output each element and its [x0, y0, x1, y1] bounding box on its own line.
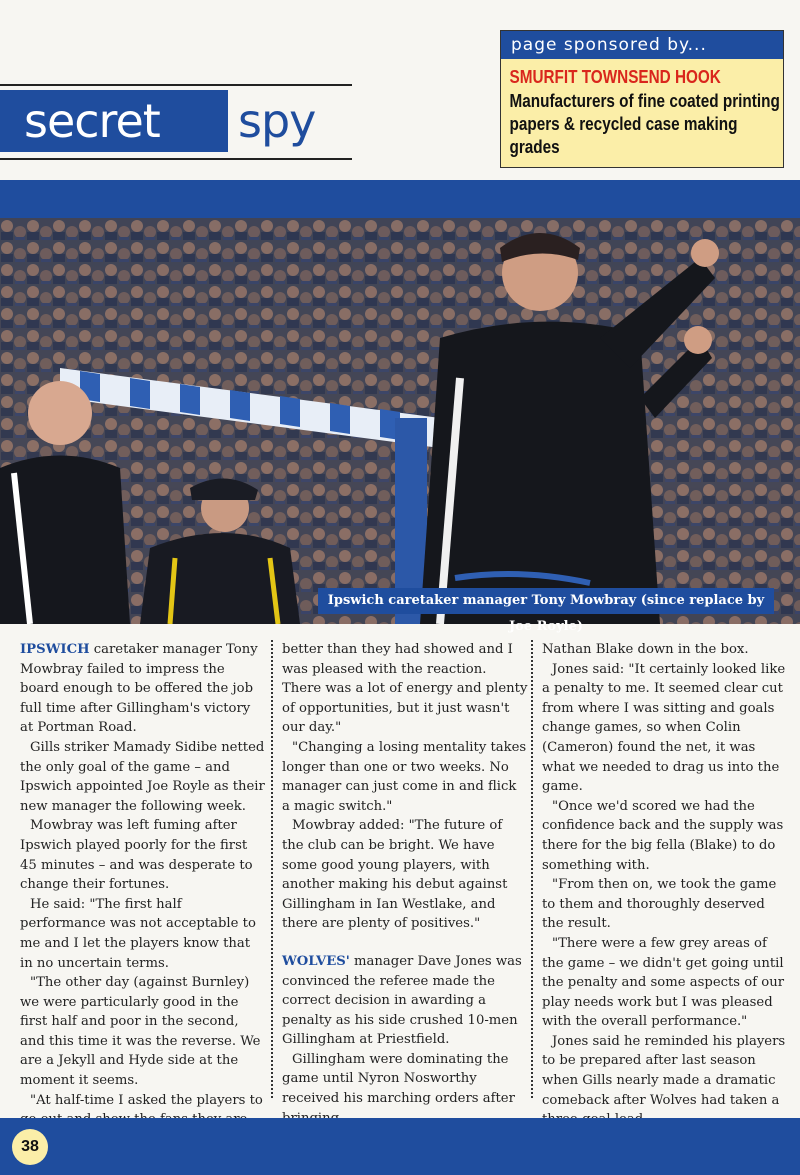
- column-divider: [271, 640, 273, 1098]
- paragraph: "From then on, we took the game to them and thoroughly deserved the result.: [542, 877, 777, 932]
- paragraph: Mowbray was left fuming after Ipswich played poorly for the first 45 minutes – and was desperate to change their fortunes.: [20, 818, 253, 893]
- photo-illustration: [0, 218, 800, 624]
- paragraph-text: manager Dave Jones was convinced the referee made the correct decision in awarding a penalty as his side crushed 10-men Gillingham at Priestfield.: [282, 953, 522, 1048]
- paragraph: "At half-time I asked the players to: [30, 1092, 263, 1108]
- sponsor-banner: page sponsored by...: [501, 31, 783, 59]
- paragraph: "There were a few grey areas of the game – we didn't get going until the penalty and some aspects of our play needs work but I was pleased with the overall performance.": [542, 935, 785, 1030]
- sponsor-company: SMURFIT TOWNSEND HOOK: [509, 67, 721, 87]
- paragraph: Gillingham were dominating the game until Nyron Nosworthy received his marching orders after: [282, 1051, 515, 1107]
- paragraph: [282, 952, 528, 1050]
- article-column-2: [282, 640, 528, 1128]
- secret-spy-logo: [0, 90, 352, 152]
- header-rule-bottom: [0, 158, 352, 160]
- match-photo: [0, 218, 800, 624]
- paragraph: Mowbray added: "The future of the club can be bright. We have some good young players, with another making his debut against Gillingham in Ian Westlake, and there are plenty of positives.": [282, 818, 508, 932]
- page-number: 38: [12, 1129, 48, 1165]
- lead-word-wolves: WOLVES': [282, 953, 350, 969]
- lead-word-ipswich: IPSWICH: [20, 642, 90, 657]
- article-column-1: [20, 640, 266, 1130]
- sponsor-box: [500, 30, 784, 168]
- sponsor-description: Manufacturers of fine coated printing papers & recycled case making grades: [509, 91, 780, 157]
- paragraph: Jones said: "It certainly looked like a penalty to me. It seemed clear cut from where I was sitting and goals change games, so when Colin (Cameron) found the net, it was what we needed to drag us into the game.: [542, 661, 786, 795]
- paragraph-text: caretaker manager Tony Mowbray failed to impress the board enough to be offered the job full time after Gillingham's victory at Portman Road.: [20, 642, 258, 736]
- photo-caption: Ipswich caretaker manager Tony Mowbray (since replace by Joe Royle): [318, 588, 774, 614]
- paragraph: He said: "The first half performance was not acceptable to me and I let the players know that in no uncertain terms.: [20, 896, 256, 971]
- paragraph: "Changing a losing mentality takes longer than one or two weeks. No manager can just come in and flick a magic switch.": [282, 739, 527, 814]
- article-column-3: [542, 640, 788, 1130]
- paragraph: "Once we'd scored we had the confidence back and the supply was there for the big fella (Blake) to do something with.: [542, 798, 784, 873]
- column-divider: [531, 640, 533, 1098]
- paragraph: Jones said he reminded his players to be prepared after last season when Gills nearly made a dramatic comeback after Wolves had taken a: [542, 1033, 786, 1108]
- blue-band-bottom: [0, 1118, 800, 1175]
- paragraph: Nathan Blake down in the box.: [542, 642, 749, 657]
- logo-word-secret: secret: [0, 90, 228, 152]
- paragraph: better than they had showed and I was pleased with the reaction. There was a lot of energy and plenty of opportunities, but it just wasn't our day.": [282, 642, 528, 736]
- paragraph: Gills striker Mamady Sidibe netted the only goal of the game – and Ipswich appointed Joe Royle as their new manager the following week.: [20, 739, 265, 814]
- header-rule-top: [0, 84, 352, 86]
- logo-word-spy: spy: [238, 94, 316, 148]
- paragraph: [20, 640, 266, 738]
- paragraph: "The other day (against Burnley) we were particularly good in the first half and poor in the second, and this time it was the reverse. We are a Jekyll and Hyde side at the moment it seems.: [20, 975, 261, 1089]
- blue-band-top: [0, 180, 800, 218]
